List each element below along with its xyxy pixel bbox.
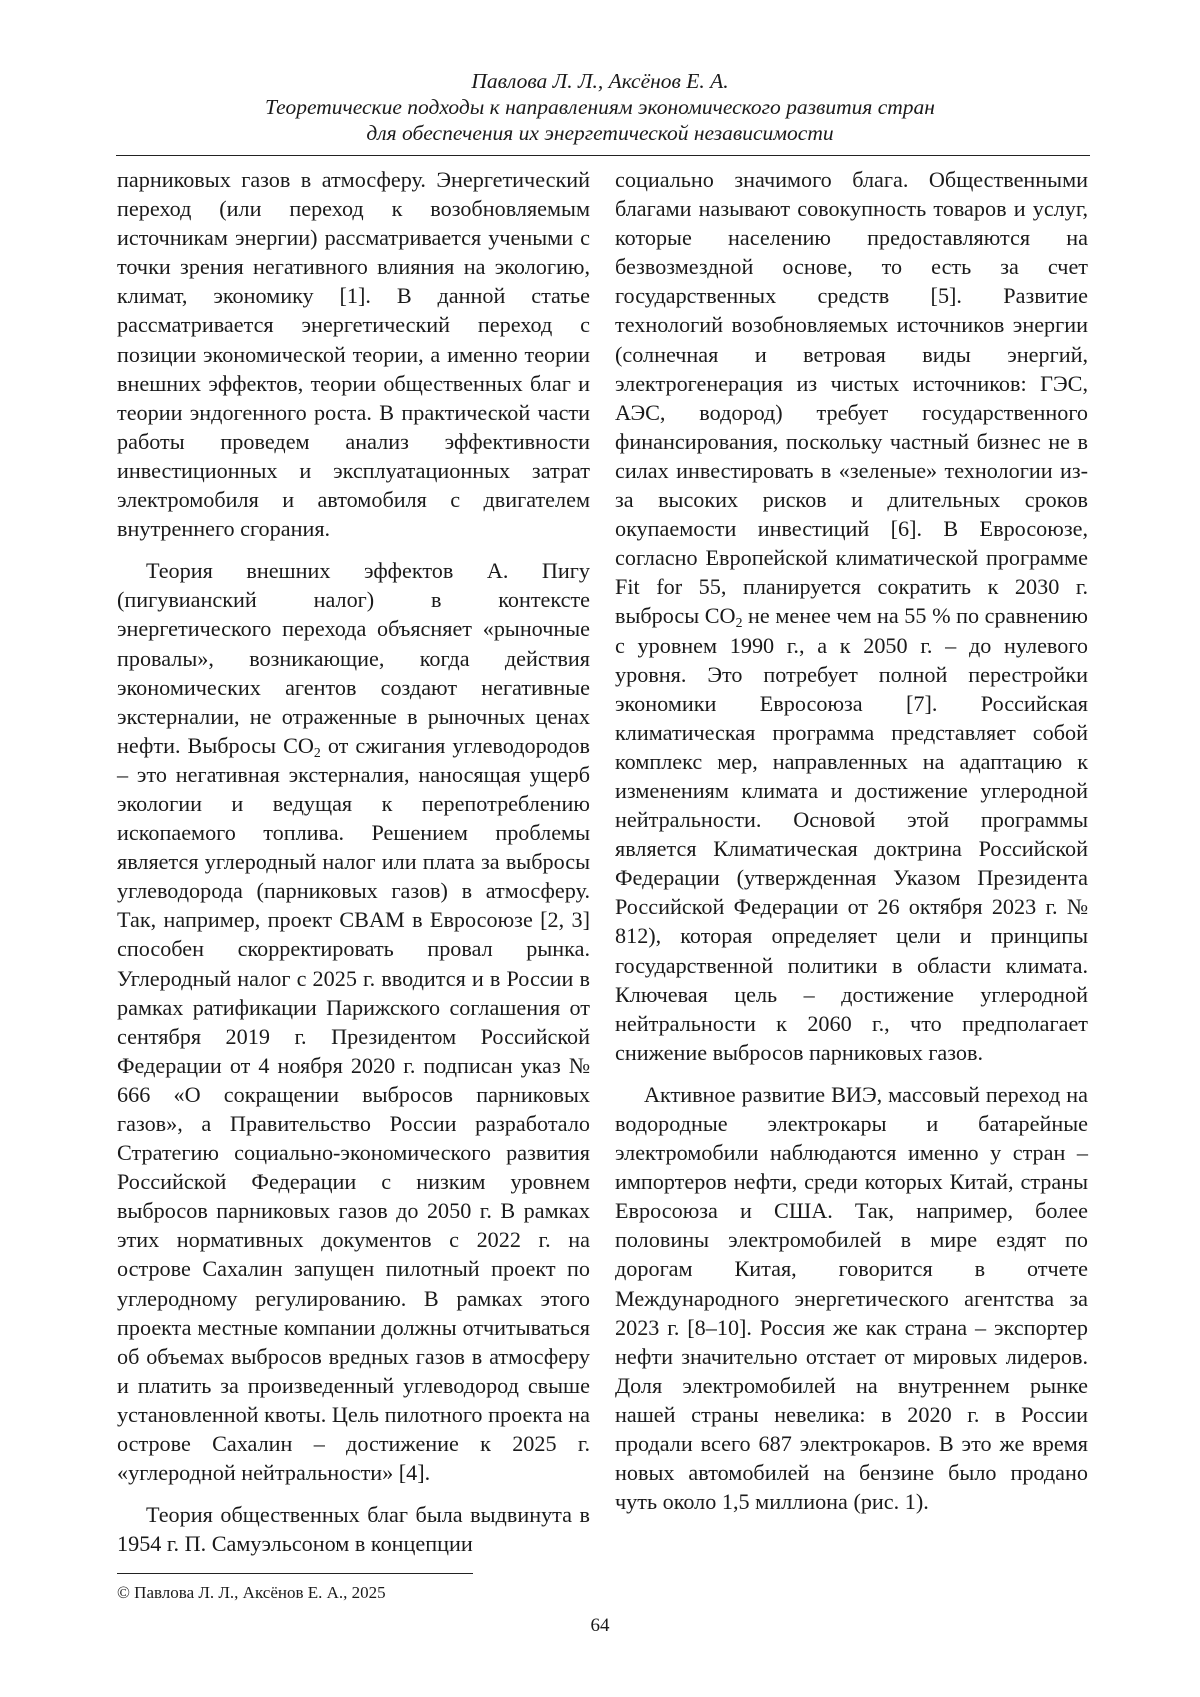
right-p1-text-b: не менее чем на 55 % по сравнению с уровнем 1990 г., а к 2050 г. – до нулевого уровня. Это потребует полной перестройки экономики Евросоюза [7]. Российская климатическая программа представляет собой комплекс мер, направленных на адаптацию к изменениям климата и достижение углеродной нейтральности. Основой этой программы является Климатическая доктрина Российской Федерации (утвержденная Указом Президента Российской Федерации от 26 октября 2023 г. № 812), которая определяет цели и принципы государственной политики в области климата. Ключевая цель – достижение углеродной нейтральности к 2060 г., что предполагает снижение выбросов парниковых газов.: [615, 603, 1088, 1065]
footnote-rule: [117, 1573, 473, 1574]
right-paragraph-2: Активное развитие ВИЭ, массовый переход на водородные электрокары и батарейные электромобили наблюдаются именно у стран – импортеров нефти, среди которых Китай, страны Евросоюза и США. Так, например, более половины электромобилей в мире ездят по дорогам Китая, говорится в отчете Международного энергетического агентства за 2023 г. [8–10]. Россия же как страна – экспортер нефти значительно отстает от мировых лидеров. Доля электромобилей на внутреннем рынке нашей страны невелика: в 2020 г. в России продали всего 687 электрокаров. В это же время новых автомобилей на бензине было продано чуть около 1,5 миллиона (рис. 1).: [615, 1081, 1088, 1515]
left-paragraph-2: [117, 556, 590, 1487]
header-authors: Павлова Л. Л., Аксёнов Е. А.: [471, 69, 729, 93]
right-column: [615, 165, 1088, 1516]
left-paragraph-3: Теория общественных благ была выдвинута в 1954 г. П. Самуэльсоном в концепции: [117, 1502, 590, 1557]
right-p1-text-a: социально значимого блага. Общественными благами называют совокупность товаров и услуг, которые населению предоставляются на безвозмездной основе, то есть за счет государственных средств [5]. Развитие технологий возобновляемых источников энергии (солнечная и ветровая виды энергий, электрогенерация из чистых источников: ГЭС, АЭС, водород) требует государственного финансирования, поскольку частный бизнес не в силах инвестировать в «зеленые» технологии из-за высоких рисков и длительных сроков окупаемости инвестиций [6]. В Евросоюзе, согласно Европейской климатической программе Fit for 55, планируется сократить к 2030 г. выбросы CO: [615, 167, 1088, 629]
co2-subscript: 2: [735, 615, 743, 631]
running-header: [120, 68, 1080, 146]
left-column: [117, 165, 590, 1558]
page-number: 64: [590, 1615, 610, 1636]
header-rule: [116, 155, 1090, 156]
right-paragraph-1: [615, 165, 1088, 1067]
co2-subscript: 2: [313, 744, 321, 760]
header-title-line1: Теоретические подходы к направлениям экономического развития стран: [265, 95, 935, 119]
left-p2-text-b: от сжигания углеводородов – это негативная экстерналия, наносящая ущерб экологии и ведущая к перепотреблению ископаемого топлива. Решением проблемы является углеродный налог или плата за выбросы углеводорода (парниковых газов) в атмосферу. Так, например, проект CBAM в Евросоюзе [2, 3] способен скорректировать провал рынка. Углеродный налог с 2025 г. вводится и в России в рамках ратификации Парижского соглашения от сентября 2019 г. Президентом Российской Федерации от 4 ноября 2020 г. подписан указ № 666 «О сокращении выбросов парниковых газов», а Правительство России разработало Стратегию социально-экономического развития Российской Федерации с низким уровнем выбросов парниковых газов до 2050 г. В рамках этих нормативных документов с 2022 г. на острове Сахалин запущен пилотный проект по углеродному регулированию. В рамках этого проекта местные компании должны отчитываться об объемах выбросов вредных газов в атмосферу и платить за произведенный углеводород свыше установленной квоты. Цель пилотного проекта на острове Сахалин – достижение к 2025 г. «углеродной нейтральности» [4].: [117, 732, 590, 1486]
left-p2-text-a: Теория внешних эффектов А. Пигу (пигувианский налог) в контексте энергетического перехода объясняет «рыночные провалы», возникающие, когда действия экономических агентов создают негативные экстерналии, не отраженные в рыночных ценах нефти. Выбросы CO: [117, 558, 590, 758]
copyright-footnote: © Павлова Л. Л., Аксёнов Е. А., 2025: [117, 1583, 386, 1602]
header-title-line2: для обеспечения их энергетической независимости: [366, 121, 834, 145]
left-paragraph-1: парниковых газов в атмосферу. Энергетический переход (или переход к возобновляемым источникам энергии) рассматривается учеными с точки зрения негативного влияния на экологию, климат, экономику [1]. В данной статье рассматривается энергетический переход с позиции экономической теории, а именно теории внешних эффектов, теории общественных благ и теории эндогенного роста. В практической части работы проведем анализ эффективности инвестиционных и эксплуатационных затрат электромобиля и автомобиля с двигателем внутреннего сгорания.: [117, 167, 590, 542]
